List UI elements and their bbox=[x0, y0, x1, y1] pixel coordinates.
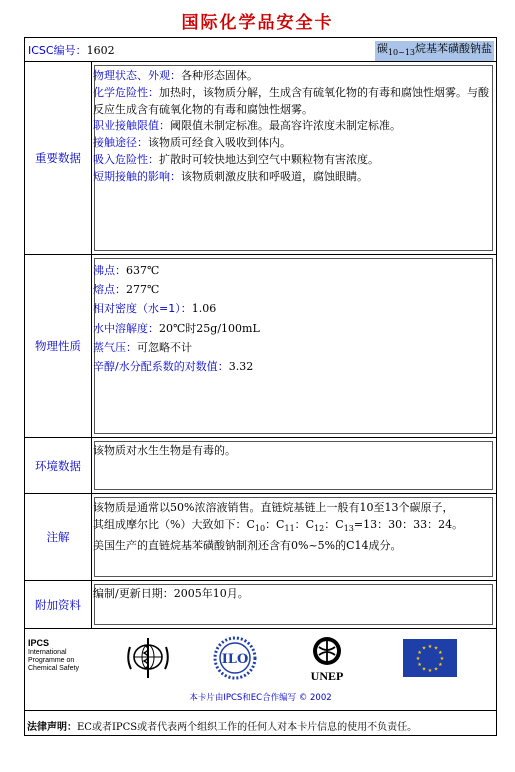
item-inhalation-hazard: 吸入危险性：扩散时可较快地达到空气中颗粒物有害浓度。 bbox=[93, 152, 379, 166]
section-important-content bbox=[93, 68, 492, 186]
section-environment-content: 该物质对水生生物是有毒的。 bbox=[93, 444, 236, 457]
icsc-number bbox=[28, 42, 115, 58]
card-title: 国际化学品安全卡 bbox=[181, 13, 334, 33]
section-physical-content bbox=[93, 261, 492, 376]
logo-band bbox=[25, 629, 496, 711]
section-label: 附加资料 bbox=[25, 581, 92, 628]
icsc-label: ICSC编号： bbox=[28, 44, 87, 57]
section-label: 环境数据 bbox=[25, 438, 92, 493]
item-solubility: 水中溶解度：20℃时25g/100mL bbox=[93, 321, 260, 335]
icsc-value: 1602 bbox=[86, 44, 115, 57]
svg-text:★: ★ bbox=[433, 666, 439, 673]
eu-flag-icon bbox=[403, 639, 457, 677]
svg-text:★: ★ bbox=[427, 668, 433, 674]
unep-label: UNEP bbox=[310, 669, 344, 683]
section-additional bbox=[25, 581, 496, 629]
svg-text:★: ★ bbox=[427, 644, 433, 650]
card-header bbox=[25, 38, 496, 62]
section-label: 物理性质 bbox=[25, 255, 92, 437]
chemical-name: 碳$_{10\sim 13}$烷基苯磺酸钠盐 bbox=[375, 41, 494, 61]
item-boiling-point: 沸点：637℃ bbox=[93, 264, 160, 277]
legal-notice: 法律声明：EC或者IPCS或者代表两个组织工作的任何人对本卡片信息的使用不负责任。 bbox=[27, 722, 418, 733]
section-important bbox=[25, 62, 496, 255]
credit-line: 本卡片由IPCS和EC合作编写 © 2002 bbox=[189, 693, 332, 703]
who-emblem-icon bbox=[122, 635, 174, 681]
svg-text:★: ★ bbox=[439, 656, 445, 662]
svg-text:ILO: ILO bbox=[221, 652, 249, 667]
section-notes-content: 该物质是通常以50%浓溶液销售。直链烷基链上一般有10至13个碳原子， 其组成摩尔比（%）大致如下：$C_{10}$：$C_{11}$：$C_{12}$：$C_{13}=13$：30：33：24。 美国生产的直链烷基苯磺酸钠制剂还含有0%~5%的C14成分。 bbox=[93, 501, 464, 553]
svg-text:★: ★ bbox=[415, 656, 421, 662]
section-label: 重要数据 bbox=[25, 62, 92, 254]
item-appearance: 物理状态、外观：各种形态固体。 bbox=[93, 69, 258, 82]
section-physical bbox=[25, 255, 496, 438]
section-notes bbox=[25, 494, 496, 581]
item-chemical-hazard: 化学危险性：加热时，该物质分解，生成含有硫氧化物的有毒和腐蚀性烟雾。与酸反应生成含有硫氧化物的有毒和腐蚀性烟雾。 bbox=[93, 85, 489, 116]
ipcs-logo: IPCS International Programme on Chemical Safety bbox=[28, 638, 79, 672]
unep-emblem-icon bbox=[305, 635, 349, 669]
svg-text:★: ★ bbox=[417, 662, 422, 668]
svg-text:★: ★ bbox=[438, 662, 443, 668]
item-density: 相对密度（水=1）：1.06 bbox=[93, 302, 217, 316]
ilo-emblem-icon bbox=[209, 635, 261, 681]
safety-card bbox=[24, 37, 497, 736]
section-label: 注解 bbox=[25, 494, 92, 580]
svg-text:★: ★ bbox=[438, 650, 443, 656]
item-log-pow: 辛醇/水分配系数的对数值：3.32 bbox=[93, 360, 254, 374]
item-exposure-route: 接触途径：该物质可经食入吸收到体内。 bbox=[93, 136, 291, 150]
item-melting-point: 熔点：277℃ bbox=[93, 283, 160, 297]
svg-text:★: ★ bbox=[417, 650, 422, 656]
section-environment bbox=[25, 438, 496, 494]
svg-text:★: ★ bbox=[421, 645, 427, 652]
item-short-term-effects: 短期接触的影响：该物质刺激皮肤和呼吸道，腐蚀眼睛。 bbox=[93, 169, 368, 183]
svg-text:★: ★ bbox=[421, 666, 427, 673]
item-exposure-limit: 职业接触限值：阈限值未制定标准。最高容许浓度未制定标准。 bbox=[93, 119, 401, 133]
section-additional-content: 编制/更新日期：2005年10月。 bbox=[93, 587, 249, 600]
svg-text:★: ★ bbox=[433, 645, 439, 652]
item-vapor-pressure: 蒸气压：可忽略不计 bbox=[93, 340, 192, 354]
